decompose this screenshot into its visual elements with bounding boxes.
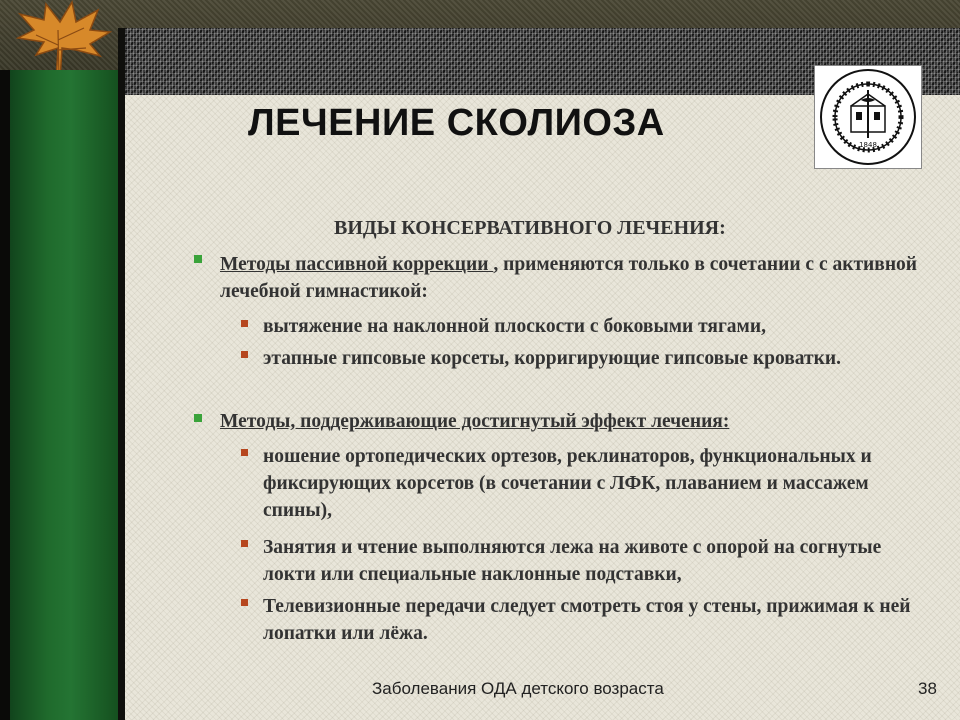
red-bullet-icon xyxy=(241,351,248,358)
slide-border xyxy=(118,28,125,720)
section1-text: , применяются только в сочетании с с активной лечебной гимнастикой: xyxy=(220,254,918,302)
section2-item-2: Занятия и чтение выполняются лежа на животе с опорой на согнутые локти или специальные наклонные подставки, xyxy=(263,537,882,585)
slide-footer: Заболевания ОДА детского возраста xyxy=(372,679,664,698)
left-edge xyxy=(0,70,10,720)
slide-title: ЛЕЧЕНИЕ СКОЛИОЗА xyxy=(248,102,665,144)
green-bullet-icon xyxy=(194,255,202,263)
page-number: 38 xyxy=(918,679,937,698)
section1-paragraph xyxy=(220,251,950,305)
left-decor-band xyxy=(0,70,118,720)
svg-text:1848: 1848 xyxy=(859,141,877,149)
green-bullet-icon xyxy=(194,414,202,422)
red-bullet-icon xyxy=(241,320,248,327)
section2-item-3: Телевизионные передачи следует смотреть стоя у стены, прижимая к ней лопатки или лёжа. xyxy=(263,596,911,644)
red-bullet-icon xyxy=(241,599,248,606)
section2-heading: Методы, поддерживающие достигнутый эффект лечения: xyxy=(220,411,730,432)
red-bullet-icon xyxy=(241,540,248,547)
section2-item-1: ношение ортопедических ортезов, реклинаторов, функциональных и фиксирующих корсетов (в сочетании с ЛФК, плаванием и массажем спины), xyxy=(263,446,872,521)
section1-item-2: этапные гипсовые корсеты, корригирующие гипсовые кроватки. xyxy=(263,348,841,369)
red-bullet-icon xyxy=(241,449,248,456)
university-seal-logo xyxy=(814,65,922,169)
section1-heading: Методы пассивной коррекции xyxy=(220,254,494,275)
section1-item-1: вытяжение на наклонной плоскости с боковыми тягами, xyxy=(263,316,766,337)
section-subtitle: ВИДЫ КОНСЕРВАТИВНОГО ЛЕЧЕНИЯ: xyxy=(334,217,726,239)
